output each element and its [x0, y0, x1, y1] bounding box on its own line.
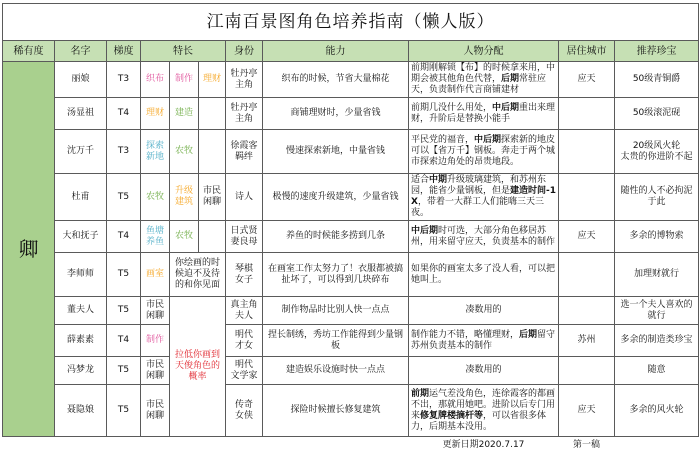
table-row — [3, 174, 699, 221]
char-treasure: 20级风火轮 太贵的你进阶不起 — [615, 130, 699, 174]
skill-3 — [199, 98, 226, 130]
char-ability: 极慢的速度升级建筑，少量省钱 — [263, 174, 409, 221]
char-treasure: 多余的制造类珍宝 — [615, 325, 699, 357]
char-city — [559, 130, 615, 174]
header-tier: 梯度 — [107, 41, 141, 62]
char-identity: 明代 文学家 — [226, 357, 263, 385]
char-ability: 慢速探索新地，中量省钱 — [263, 130, 409, 174]
char-tier: T4 — [107, 221, 141, 253]
char-city: 应天 — [559, 62, 615, 98]
skill-1: 画室 — [141, 253, 170, 297]
char-assignment: 前期刚解锁【布】的时候拿来用，中期会被其他角色代替，后期常驻应天，负责制作代言商铺建材 — [409, 62, 559, 98]
header-name: 名字 — [55, 41, 107, 62]
skill-1: 鱼塘 养鱼 — [141, 221, 170, 253]
char-city: 苏州 — [559, 325, 615, 357]
char-city — [559, 253, 615, 297]
char-ability: 商铺理财时，少量省钱 — [263, 98, 409, 130]
char-treasure: 随性的人不必拘泥于此 — [615, 174, 699, 221]
char-ability: 探险时候擅长修复建筑 — [263, 385, 409, 437]
sheet-title: 江南百景图角色培养指南（懒人版） — [3, 4, 699, 41]
char-identity: 真主角 夫人 — [226, 297, 263, 325]
char-treasure: 多余的博物索 — [615, 221, 699, 253]
draft-label: 第一稿 — [572, 439, 600, 450]
char-ability: 捏长制绣，秀坊工作能得到少量钢板 — [263, 325, 409, 357]
char-ability: 在画室工作太努力了！衣服都被搞扯坏了，可以得到几块碎布 — [263, 253, 409, 297]
char-ability: 织布的时候，节省大量棉花 — [263, 62, 409, 98]
char-tier: T5 — [107, 385, 141, 437]
header-ability: 能力 — [263, 41, 409, 62]
skill-1: 市民 闲聊 — [141, 357, 170, 385]
char-assignment: 凑数用的 — [409, 297, 559, 325]
skill-3: 市民 闲聊 — [199, 174, 226, 221]
char-assignment: 凑数用的 — [409, 357, 559, 385]
char-identity: 明代 才女 — [226, 325, 263, 357]
char-tier: T4 — [107, 98, 141, 130]
char-city — [559, 297, 615, 325]
char-assignment: 平民党的福音，中后期探索新的地皮可以【省万千】钢板。奔走于两个城市探索边角处的昂贵地段。 — [409, 130, 559, 174]
char-name: 薛素素 — [55, 325, 107, 357]
skill-note: 拉低你画到天俊角色的概率 — [170, 297, 226, 437]
skill-3: 理财 — [199, 62, 226, 98]
char-tier: T5 — [107, 297, 141, 325]
table-row — [3, 62, 699, 98]
char-name: 聂隐娘 — [55, 385, 107, 437]
guide-table — [2, 3, 699, 453]
char-treasure: 随意 — [615, 357, 699, 385]
char-ability: 建造娱乐设施时快一点点 — [263, 357, 409, 385]
char-treasure: 多余的风火轮 — [615, 385, 699, 437]
skill-1: 市民 闲聊 — [141, 385, 170, 437]
char-assignment: 前期运气差没角色，连徐霞客的都画不出，那就用她吧。进阶以后专门用来修复牌楼摘杆等，可以省很多体力，后期基本没用。 — [409, 385, 559, 437]
skill-note: 你绘画的时候迫不及待的和你见面 — [170, 253, 226, 297]
char-ability: 制作物品时比别人快一点点 — [263, 297, 409, 325]
table-row — [3, 253, 699, 297]
char-treasure: 50级滚泥砚 — [615, 98, 699, 130]
char-assignment: 如果你的画室太多了没人看，可以把她叫上。 — [409, 253, 559, 297]
table-row — [3, 325, 699, 357]
char-treasure: 选一个夫人喜欢的就行 — [615, 297, 699, 325]
char-assignment: 制作能力不错，略懂理财，后期留守苏州负责基本的制作 — [409, 325, 559, 357]
char-identity: 牡丹亭 主角 — [226, 98, 263, 130]
skill-3 — [199, 221, 226, 253]
char-identity: 传奇 女侠 — [226, 385, 263, 437]
header-assignment: 人物分配 — [409, 41, 559, 62]
char-tier: T5 — [107, 357, 141, 385]
skill-2: 升级 建筑 — [170, 174, 199, 221]
update-date: 更新日期2020.7.17 — [442, 439, 525, 450]
char-identity: 徐霞客 羁绊 — [226, 130, 263, 174]
char-tier: T3 — [107, 62, 141, 98]
char-assignment: 适合中期升级玻璃建筑，和苏州东园，能省少量钢板，但是建造时间-1X，带着一大群工人们能嗨三天三夜。 — [409, 174, 559, 221]
header-identity: 身份 — [226, 41, 263, 62]
char-identity: 日式贤 妻良母 — [226, 221, 263, 253]
header-skills: 特长 — [141, 41, 226, 62]
char-name: 董夫人 — [55, 297, 107, 325]
skill-1: 织布 — [141, 62, 170, 98]
char-identity: 牡丹亭 主角 — [226, 62, 263, 98]
char-tier: T4 — [107, 325, 141, 357]
header-rarity: 稀有度 — [3, 41, 55, 62]
char-identity: 诗人 — [226, 174, 263, 221]
table-row — [3, 357, 699, 385]
char-assignment: 前期几没什么用处，中后期重出来理财，升阶后是替换小能手 — [409, 98, 559, 130]
skill-2: 农牧 — [170, 221, 199, 253]
char-tier: T3 — [107, 130, 141, 174]
char-city: 应天 — [559, 221, 615, 253]
table-row — [3, 297, 699, 325]
header-row — [3, 41, 699, 62]
char-ability: 养鱼的时候能多捞到几条 — [263, 221, 409, 253]
char-city — [559, 98, 615, 130]
skill-3 — [199, 130, 226, 174]
table-row — [3, 221, 699, 253]
char-tier: T5 — [107, 174, 141, 221]
skill-1: 探索 新地 — [141, 130, 170, 174]
char-name: 汤显祖 — [55, 98, 107, 130]
header-treasure: 推荐珍宝 — [615, 41, 699, 62]
skill-1: 制作 — [141, 325, 170, 357]
char-treasure: 50级青铜爵 — [615, 62, 699, 98]
char-tier: T5 — [107, 253, 141, 297]
char-city — [559, 174, 615, 221]
char-city: 应天 — [559, 385, 615, 437]
skill-1: 市民 闲聊 — [141, 297, 170, 325]
table-row — [3, 130, 699, 174]
skill-1: 农牧 — [141, 174, 170, 221]
header-city: 居住城市 — [559, 41, 615, 62]
footer-row — [3, 437, 699, 454]
char-name: 丽娘 — [55, 62, 107, 98]
char-city — [559, 357, 615, 385]
char-treasure: 加理财就行 — [615, 253, 699, 297]
table-row — [3, 385, 699, 437]
char-name: 沈万千 — [55, 130, 107, 174]
skill-1: 理财 — [141, 98, 170, 130]
skill-2: 制作 — [170, 62, 199, 98]
char-name: 冯梦龙 — [55, 357, 107, 385]
char-identity: 琴棋 女子 — [226, 253, 263, 297]
table-row — [3, 98, 699, 130]
rarity-cell: 卿 — [3, 62, 55, 437]
char-name: 李师师 — [55, 253, 107, 297]
char-assignment: 中后期时可选，大部分角色移居苏州，用来留守应天，负责基本的制作 — [409, 221, 559, 253]
skill-2: 农牧 — [170, 130, 199, 174]
char-name: 杜甫 — [55, 174, 107, 221]
char-name: 大和抚子 — [55, 221, 107, 253]
skill-2: 建造 — [170, 98, 199, 130]
